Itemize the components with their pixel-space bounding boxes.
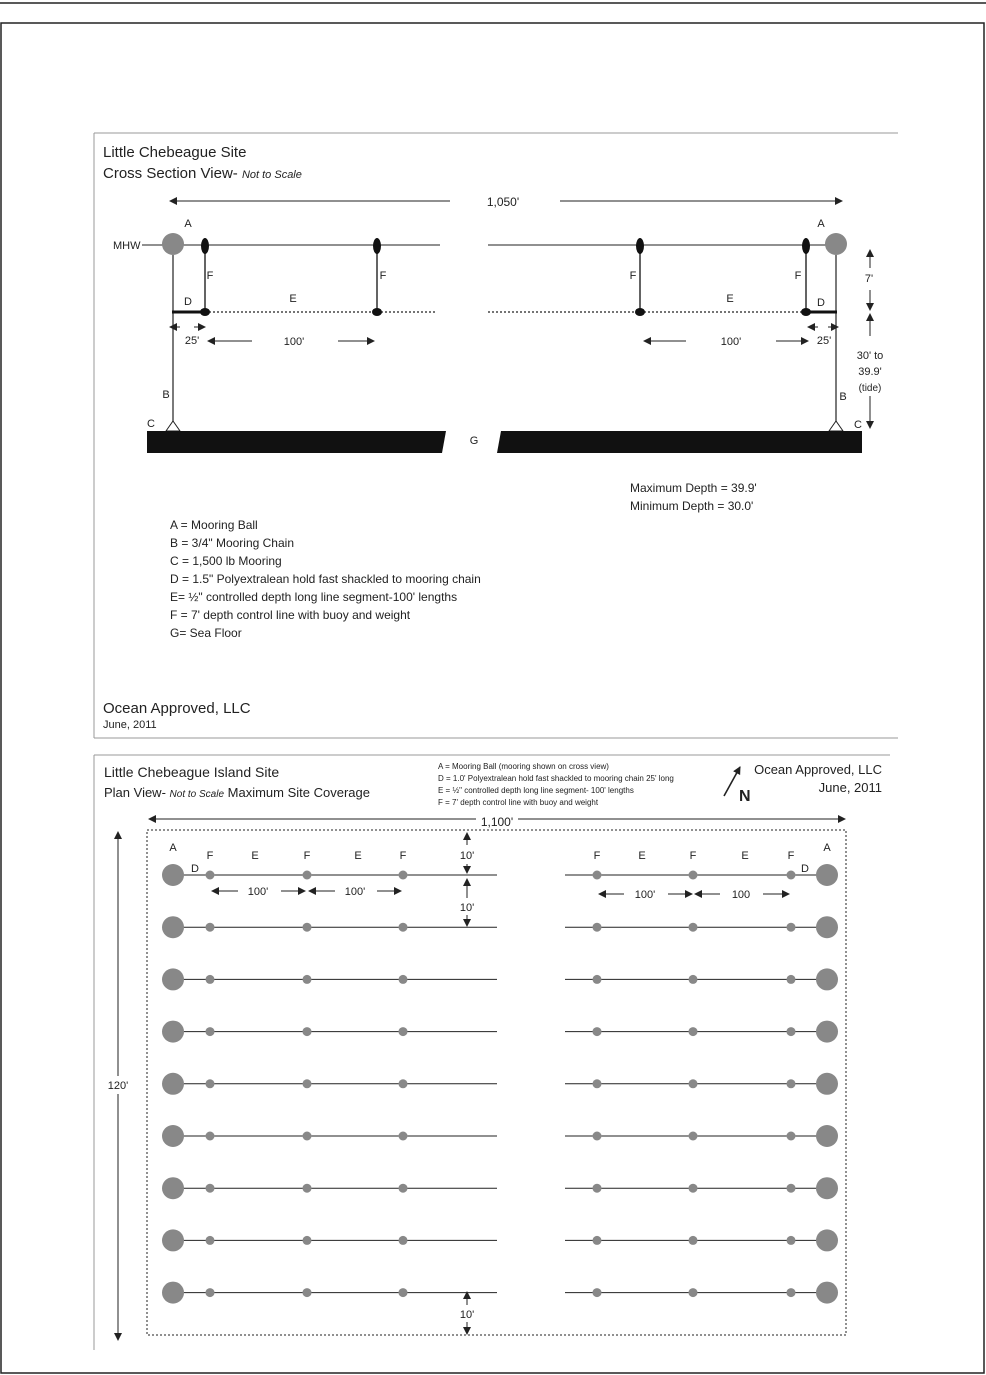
depth-control-buoy [593,1027,602,1036]
legend-item: C = 1,500 lb Mooring [170,554,282,568]
depth-control-buoy [206,1288,215,1297]
plan-label-a-left: A [169,842,177,854]
plan-label-e: E [251,850,259,862]
plan-label-e: E [741,850,749,862]
cross-section-panel [94,133,898,738]
mooring-ball [162,968,184,990]
label-g: G [469,435,479,447]
depth-control-buoy [689,1184,698,1193]
depth-control-buoy [593,975,602,984]
plan-label-f: F [206,850,214,862]
plan-spacing-label: 10' [459,902,475,914]
mooring-ball [162,1021,184,1043]
depth-control-buoy [303,1236,312,1245]
depth-control-buoy [689,1027,698,1036]
depth-control-buoy [303,1288,312,1297]
depth-control-buoy [593,871,602,880]
mooring-anchor-left [166,421,180,431]
depth-control-buoy [206,975,215,984]
plan-label-f: F [303,850,311,862]
mooring-ball [816,864,838,886]
label-f-2: F [379,270,387,282]
mooring-ball [816,916,838,938]
legend-item: A = Mooring Ball [170,518,258,532]
sea-floor-right [497,431,862,453]
depth-control-buoy [787,1132,796,1141]
depth-control-buoy [689,1079,698,1088]
plan-label-f: F [593,850,601,862]
plan-label-a-right: A [823,842,831,854]
dim-7: 7' [864,273,874,285]
mooring-ball [162,1073,184,1095]
plan-label-e: E [638,850,646,862]
legend-item: F = 7' depth control line with buoy and weight [170,608,411,622]
plan-dim-100: 100 [731,889,751,901]
label-c-left: C [147,418,155,430]
depth-control-buoy [206,1027,215,1036]
tide-line-2: 39.9' [858,366,882,378]
mooring-ball [816,1021,838,1043]
depth-control-line-4 [801,238,811,316]
plan-view-title: Little Chebeague Island Site [104,764,280,780]
plan-rows [162,864,838,1304]
mooring-ball [816,1229,838,1251]
plan-label-d-left: D [191,863,199,875]
dim-100-left: 100' [283,336,305,348]
depth-control-buoy [206,871,215,880]
label-d-right: D [817,297,825,309]
mooring-ball [816,1125,838,1147]
depth-control-buoy [399,871,408,880]
mooring-ball-left [162,233,184,255]
depth-control-buoy [206,923,215,932]
plan-dim-100: 100' [634,889,656,901]
depth-control-buoy [593,1184,602,1193]
plan-dim-100: 100' [344,886,366,898]
legend-item: G= Sea Floor [170,626,242,640]
depth-control-buoy [787,1079,796,1088]
legend-item: E= ½" controlled depth long line segment-100' lengths [170,590,458,604]
depth-control-buoy [303,1027,312,1036]
plan-label-f: F [399,850,407,862]
dim-100-right: 100' [720,336,742,348]
min-depth: Minimum Depth = 30.0' [630,499,754,513]
plan-view-subtitle: Plan View- Not to Scale Maximum Site Coverage [104,785,370,800]
label-a-right: A [817,218,825,230]
label-f-4: F [794,270,802,282]
depth-control-buoy [206,1132,215,1141]
cross-section-company: Ocean Approved, LLC [103,700,251,717]
plan-view-panel [94,755,890,1350]
depth-control-buoy [399,1027,408,1036]
plan-dim-100: 100' [247,886,269,898]
depth-control-buoy [787,871,796,880]
plan-label-f: F [787,850,795,862]
plan-view-date: June, 2011 [818,780,882,795]
label-f-1: F [206,270,214,282]
depth-control-buoy [206,1079,215,1088]
label-e-right: E [726,293,734,305]
site-height-label: 120' [107,1080,129,1092]
depth-control-buoy [303,871,312,880]
mooring-ball [162,916,184,938]
depth-control-buoy [787,1184,796,1193]
north-label: N [739,788,751,805]
site-width-label: 1,100' [480,815,514,829]
depth-control-buoy [303,1079,312,1088]
depth-control-buoy [593,1079,602,1088]
depth-control-buoy [787,975,796,984]
depth-control-buoy [399,1079,408,1088]
depth-control-buoy [206,1184,215,1193]
depth-control-buoy [689,1132,698,1141]
depth-control-buoy [303,975,312,984]
depth-control-buoy [689,1288,698,1297]
mooring-anchor-right [829,421,843,431]
mooring-ball [162,864,184,886]
north-arrow-icon [724,767,740,796]
depth-control-buoy [593,1132,602,1141]
dim-25-right: 25' [816,335,832,347]
depth-control-buoy [206,1236,215,1245]
label-d-left: D [184,296,192,308]
label-e-left: E [289,293,297,305]
depth-control-buoy [399,1184,408,1193]
depth-control-buoy [787,1288,796,1297]
legend-item: D = 1.5" Polyextralean hold fast shackled to mooring chain [170,572,481,586]
depth-control-buoy [787,923,796,932]
depth-control-buoy [593,1288,602,1297]
dim-25-left: 25' [184,335,200,347]
depth-control-buoy [303,923,312,932]
depth-control-buoy [399,1132,408,1141]
cross-section-date: June, 2011 [103,719,157,731]
mhw-label: MHW [113,240,141,252]
depth-control-buoy [689,923,698,932]
tide-line-1: 30' to [856,350,884,362]
legend-item: B = 3/4" Mooring Chain [170,536,294,550]
plan-spacing-label: 10' [459,850,475,862]
mooring-ball-right [825,233,847,255]
plan-legend-item: A = Mooring Ball (mooring shown on cross view) [438,762,609,771]
depth-control-buoy [399,975,408,984]
depth-control-buoy [593,923,602,932]
depth-control-buoy [303,1184,312,1193]
plan-label-d-right: D [801,863,809,875]
max-depth: Maximum Depth = 39.9' [630,481,757,495]
label-c-right: C [854,419,862,431]
mooring-ball [162,1177,184,1199]
depth-control-line-3 [635,238,645,316]
label-a-left: A [184,218,192,230]
label-b-right: B [839,391,847,403]
mooring-ball [816,1073,838,1095]
plan-view-company: Ocean Approved, LLC [754,762,882,777]
label-b-left: B [162,389,170,401]
site-coverage-boundary [147,830,846,1335]
sea-floor-left [147,431,446,453]
cross-section-subtitle: Cross Section View- Not to Scale [103,165,302,182]
label-f-3: F [629,270,637,282]
depth-control-buoy [399,923,408,932]
mooring-ball [816,1177,838,1199]
depth-control-buoy [689,871,698,880]
plan-label-e: E [354,850,362,862]
depth-control-buoy [303,1132,312,1141]
depth-control-buoy [689,1236,698,1245]
cross-section-title: Little Chebeague Site [103,144,247,161]
plan-legend-item: F = 7' depth control line with buoy and weight [438,798,599,807]
page-border [1,23,984,1373]
depth-control-buoy [787,1236,796,1245]
mooring-ball [162,1229,184,1251]
depth-control-buoy [399,1288,408,1297]
mooring-ball [162,1125,184,1147]
depth-control-buoy [399,1236,408,1245]
plan-legend-item: E = ½" controlled depth long line segment- 100' lengths [438,786,634,795]
plan-label-f: F [689,850,697,862]
plan-legend-item: D = 1.0' Polyextralean hold fast shackled to mooring chain 25' long [438,774,674,783]
depth-control-buoy [593,1236,602,1245]
mooring-ball [816,1282,838,1304]
depth-control-buoy [787,1027,796,1036]
plan-spacing-label: 10' [459,1309,475,1321]
mooring-ball [162,1282,184,1304]
mooring-ball [816,968,838,990]
depth-control-buoy [689,975,698,984]
tide-line-3: (tide) [858,383,882,394]
span-label: 1,050' [486,195,520,209]
